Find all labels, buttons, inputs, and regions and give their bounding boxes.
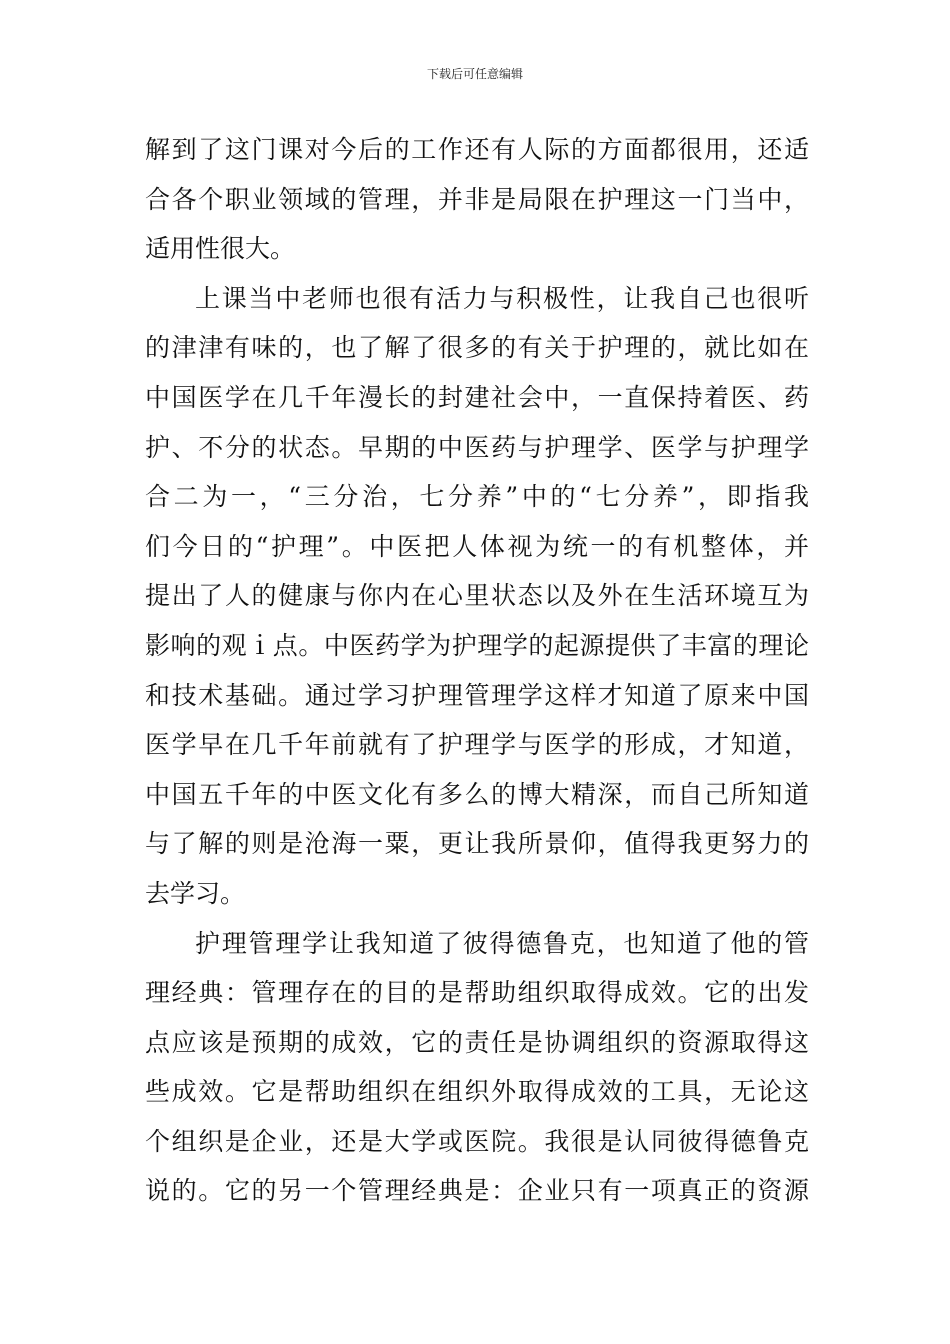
text-line: 医学早在几千年前就有了护理学与医学的形成，才知道，: [145, 730, 809, 760]
text-line: 和技术基础。通过学习护理管理学这样才知道了原来中国: [145, 680, 809, 710]
text-line: 些成效。它是帮助组织在组织外取得成效的工具，无论这: [145, 1077, 809, 1107]
text-line: 上课当中老师也很有活力与积极性，让我自己也很听: [195, 283, 809, 313]
paragraph-3: [145, 919, 809, 1217]
text-line: 个组织是企业，还是大学或医院。我很是认同彼得德鲁克: [145, 1126, 809, 1156]
text-line: 理经典：管理存在的目的是帮助组织取得成效。它的出发: [145, 978, 809, 1008]
text-line: 提出了人的健康与你内在心里状态以及外在生活环境互为: [145, 581, 809, 611]
text-line: 合二为一，“三分治，七分养”中的“七分养”，即指我: [145, 482, 809, 512]
paragraph-2: [145, 274, 809, 919]
text-line: 点应该是预期的成效，它的责任是协调组织的资源取得这: [145, 1027, 809, 1057]
text-line: 护、不分的状态。早期的中医药与护理学、医学与护理学: [145, 432, 809, 462]
text-line: 合各个职业领域的管理，并非是局限在护理这一门当中，: [145, 184, 809, 214]
text-line: 解到了这门课对今后的工作还有人际的方面都很用，还适: [145, 135, 809, 164]
text-line: 的津津有味的，也了解了很多的有关于护理的，就比如在: [145, 333, 809, 363]
paragraph-1: [145, 125, 809, 274]
page-header: 下载后可任意编辑: [426, 67, 523, 81]
document-body: [145, 125, 809, 1216]
text-line: 说的。它的另一个管理经典是：企业只有一项真正的资源: [145, 1176, 809, 1206]
text-line: 适用性很大。: [145, 234, 296, 264]
text-line: 去学习。: [145, 878, 246, 908]
text-line: 中国医学在几千年漫长的封建社会中，一直保持着医、药: [145, 382, 809, 412]
text-line: 中国五千年的中医文化有多么的博大精深，而自己所知道: [145, 779, 809, 809]
text-line: 与了解的则是沧海一粟，更让我所景仰，值得我更努力的: [145, 829, 809, 859]
text-line: 护理管理学让我知道了彼得德鲁克，也知道了他的管: [195, 928, 809, 958]
text-line: 影响的观ｉ点。中医药学为护理学的起源提供了丰富的理论: [145, 630, 809, 660]
text-line: 们今日的“护理”。中医把人体视为统一的有机整体，并: [145, 531, 809, 561]
